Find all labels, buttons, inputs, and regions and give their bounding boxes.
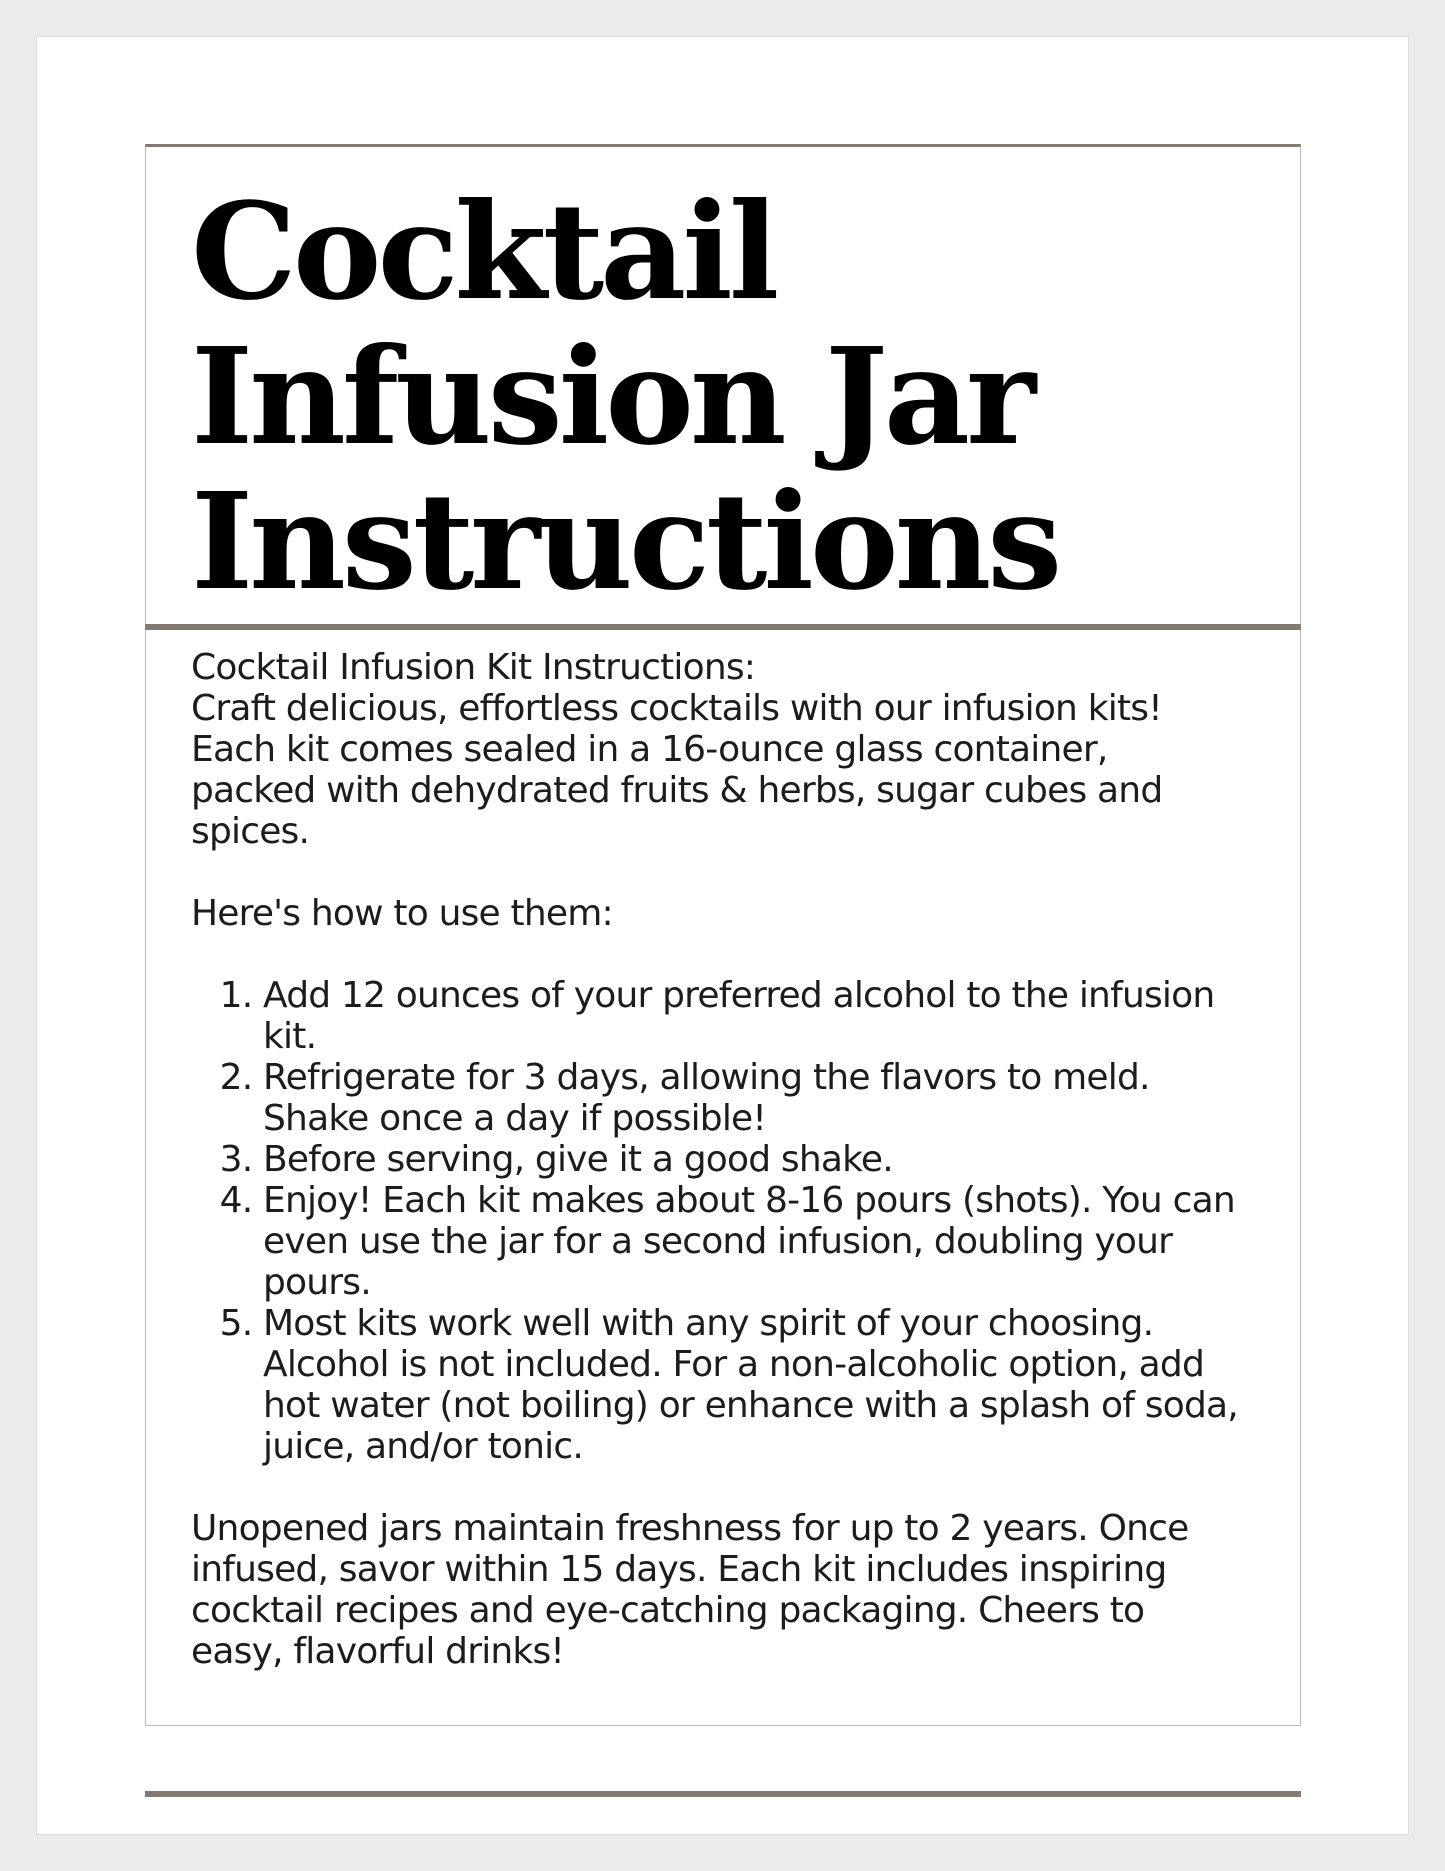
spacer [191, 934, 1241, 975]
step-item: 1. Add 12 ounces of your preferred alcohol to the infusion kit. [263, 975, 1241, 1057]
title-line-3: Instructions [191, 464, 1059, 620]
step-item: 2. Refrigerate for 3 days, allowing the flavors to meld. Shake once a day if possible! [263, 1057, 1241, 1139]
spacer [191, 1467, 1241, 1508]
spacer [191, 852, 1241, 893]
document-title [191, 174, 1251, 620]
bottom-divider [145, 1791, 1301, 1797]
intro-paragraph: Craft delicious, effortless cocktails with our infusion kits! Each kit comes sealed in a 16-ounce glass container, packed with dehydrated fruits & herbs, sugar cubes and spices. [191, 688, 1163, 852]
steps-list [191, 975, 1241, 1467]
closing-paragraph: Unopened jars maintain freshness for up to 2 years. Once infused, savor within 15 days. Each kit includes inspiring cocktail recipes and eye-catching packaging. Cheers to easy, flavorful drinks! [191, 1508, 1189, 1672]
step-item: 5. Most kits work well with any spirit of your choosing. Alcohol is not included. For a non-alcoholic option, add hot water (not boiling) or enhance with a splash of soda, juice, and/or tonic. [263, 1303, 1241, 1467]
instructions-heading: Cocktail Infusion Kit Instructions: [191, 647, 756, 688]
how-to-label: Here's how to use them: [191, 893, 613, 934]
step-item: 4. Enjoy! Each kit makes about 8-16 pours (shots). You can even use the jar for a second infusion, doubling your pours. [263, 1180, 1241, 1303]
instructions-body [191, 647, 1241, 1672]
step-item: 3. Before serving, give it a good shake. [263, 1139, 1241, 1180]
title-line-1: Cocktail [191, 174, 776, 330]
title-line-2: Infusion Jar [191, 319, 1033, 475]
title-divider [145, 624, 1301, 630]
